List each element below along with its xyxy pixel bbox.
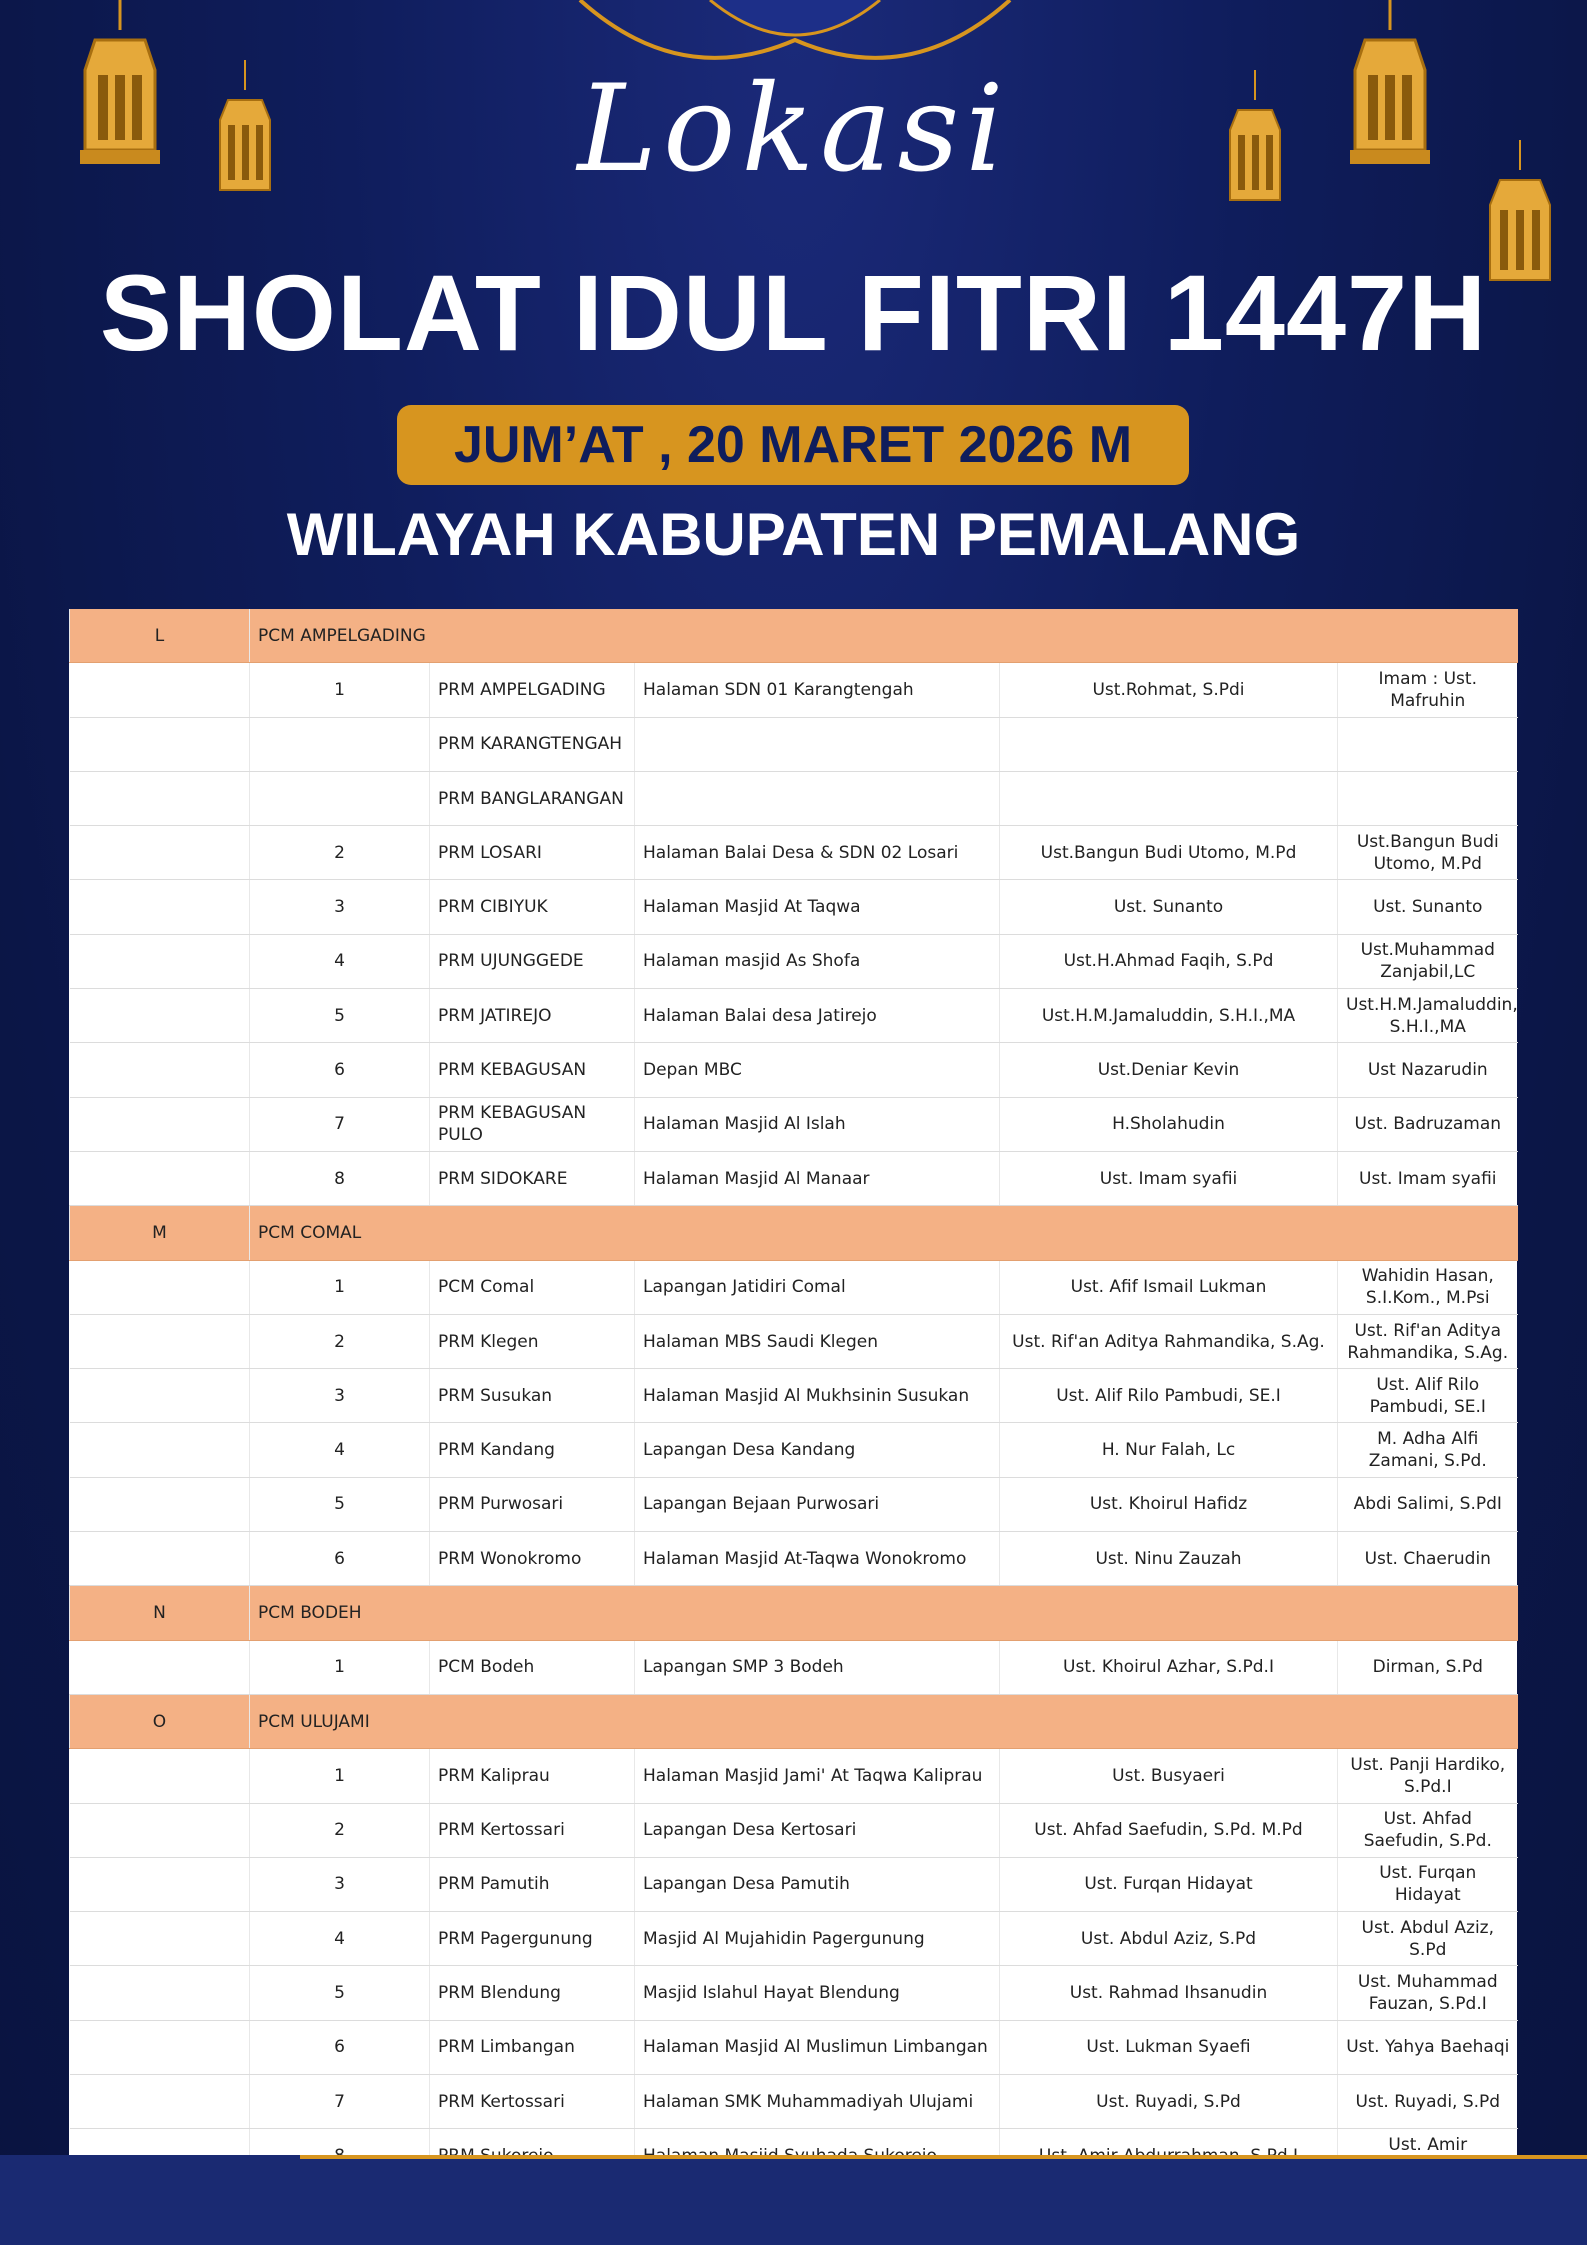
table-row: [70, 1532, 1518, 1586]
date-badge: JUM’AT , 20 MARET 2026 M: [397, 405, 1189, 485]
script-title: Lokasi: [577, 60, 1010, 199]
table-row: [70, 717, 1518, 771]
row-khatib: Ust. Khoirul Azhar, S.Pd.I: [1000, 1640, 1338, 1694]
row-prm: PRM LOSARI: [430, 826, 635, 880]
row-spacer: [70, 717, 250, 771]
row-location: Masjid Al Mujahidin Pagergunung: [635, 1912, 1000, 1966]
row-number: 7: [250, 2075, 430, 2129]
row-imam: Ust. Ruyadi, S.Pd: [1338, 2075, 1518, 2129]
group-name: PCM BODEH: [250, 1586, 1518, 1640]
table-row: [70, 1477, 1518, 1531]
locations-table: [69, 609, 1517, 2155]
row-prm: PRM KEBAGUSAN: [430, 1043, 635, 1097]
row-location: [635, 717, 1000, 771]
row-prm: PRM Wonokromo: [430, 1532, 635, 1586]
table-row: [70, 880, 1518, 934]
row-prm: PRM Susukan: [430, 1369, 635, 1423]
table-row: [70, 1640, 1518, 1694]
row-prm: PRM Kaliprau: [430, 1749, 635, 1803]
row-location: Depan MBC: [635, 1043, 1000, 1097]
row-location: Halaman SDN 01 Karangtengah: [635, 663, 1000, 717]
row-spacer: [70, 880, 250, 934]
row-prm: PRM SIDOKARE: [430, 1151, 635, 1205]
group-name: PCM AMPELGADING: [250, 609, 1518, 663]
row-location: Lapangan SMP 3 Bodeh: [635, 1640, 1000, 1694]
row-imam: Ust. Panji Hardiko, S.Pd.I: [1338, 1749, 1518, 1803]
row-imam: Ust Nazarudin: [1338, 1043, 1518, 1097]
row-spacer: [70, 1151, 250, 1205]
row-prm: PCM Comal: [430, 1260, 635, 1314]
row-khatib: Ust.Rohmat, S.Pdi: [1000, 663, 1338, 717]
footer-divider: [300, 2155, 1587, 2159]
row-location: Halaman Masjid Al Manaar: [635, 1151, 1000, 1205]
row-spacer: [70, 1640, 250, 1694]
row-imam: Ust. Yahya Baehaqi: [1338, 2020, 1518, 2074]
row-imam: Ust. Chaerudin: [1338, 1532, 1518, 1586]
table-row: [70, 934, 1518, 988]
row-location: Halaman MBS Saudi Klegen: [635, 1314, 1000, 1368]
row-imam: Ust. Muhammad Fauzan, S.Pd.I: [1338, 1966, 1518, 2020]
row-number: 1: [250, 1260, 430, 1314]
row-number: 3: [250, 1369, 430, 1423]
group-row: [70, 1586, 1518, 1640]
row-spacer: [70, 2075, 250, 2129]
row-number: 1: [250, 1640, 430, 1694]
row-number: 3: [250, 880, 430, 934]
row-prm: PRM Pamutih: [430, 1857, 635, 1911]
row-location: Halaman Balai desa Jatirejo: [635, 989, 1000, 1043]
row-spacer: [70, 1043, 250, 1097]
row-imam: M. Adha Alfi Zamani, S.Pd.: [1338, 1423, 1518, 1477]
page-title: SHOLAT IDUL FITRI 1447H: [99, 252, 1488, 373]
row-imam: Ust. Sunanto: [1338, 880, 1518, 934]
group-letter: M: [70, 1206, 250, 1260]
row-khatib: Ust. Lukman Syaefi: [1000, 2020, 1338, 2074]
row-prm: PRM CIBIYUK: [430, 880, 635, 934]
row-spacer: [70, 1477, 250, 1531]
row-khatib: Ust. Afif Ismail Lukman: [1000, 1260, 1338, 1314]
row-imam: Ust. Furqan Hidayat: [1338, 1857, 1518, 1911]
row-imam: Imam : Ust. Mafruhin: [1338, 663, 1518, 717]
row-imam: Ust.H.M.Jamaluddin, S.H.I.,MA: [1338, 989, 1518, 1043]
group-letter: N: [70, 1586, 250, 1640]
row-prm: PRM KEBAGUSAN PULO: [430, 1097, 635, 1151]
region-title: WILAYAH KABUPATEN PEMALANG: [286, 501, 1301, 568]
row-spacer: [70, 1314, 250, 1368]
row-number: 1: [250, 1749, 430, 1803]
row-number: 6: [250, 2020, 430, 2074]
row-number: 4: [250, 1423, 430, 1477]
row-number: [250, 771, 430, 825]
row-location: Halaman Masjid At Taqwa: [635, 880, 1000, 934]
row-number: 4: [250, 934, 430, 988]
row-location: Halaman masjid As Shofa: [635, 934, 1000, 988]
row-spacer: [70, 771, 250, 825]
group-row: [70, 1206, 1518, 1260]
group-letter: L: [70, 609, 250, 663]
row-prm: PRM Blendung: [430, 1966, 635, 2020]
row-location: Lapangan Bejaan Purwosari: [635, 1477, 1000, 1531]
row-prm: PRM Purwosari: [430, 1477, 635, 1531]
row-prm: PRM Kertossari: [430, 1803, 635, 1857]
group-row: [70, 1694, 1518, 1748]
row-prm: PRM Kertossari: [430, 2075, 635, 2129]
row-number: 8: [250, 1151, 430, 1205]
row-imam: Wahidin Hasan, S.I.Kom., M.Psi: [1338, 1260, 1518, 1314]
row-prm: PRM KARANGTENGAH: [430, 717, 635, 771]
table-row: [70, 1097, 1518, 1151]
group-name: PCM ULUJAMI: [250, 1694, 1518, 1748]
row-prm: PRM Limbangan: [430, 2020, 635, 2074]
row-spacer: [70, 1369, 250, 1423]
row-khatib: H.Sholahudin: [1000, 1097, 1338, 1151]
row-location: Halaman Masjid Al Muslimun Limbangan: [635, 2020, 1000, 2074]
row-number: 6: [250, 1043, 430, 1097]
row-number: 2: [250, 1803, 430, 1857]
table-row: [70, 989, 1518, 1043]
table-row: [70, 2020, 1518, 2074]
row-imam: Ust. Amir: [1338, 2129, 1518, 2183]
row-khatib: Ust. Ruyadi, S.Pd: [1000, 2075, 1338, 2129]
table-row: [70, 1423, 1518, 1477]
row-location: Halaman Masjid Al Islah: [635, 1097, 1000, 1151]
table-body: [70, 609, 1518, 2183]
row-khatib: Ust. Sunanto: [1000, 880, 1338, 934]
row-spacer: [70, 1097, 250, 1151]
footer-band: [0, 2155, 1587, 2245]
table-row: [70, 1749, 1518, 1803]
table-row: [70, 1912, 1518, 1966]
table-row: [70, 1151, 1518, 1205]
row-location: Halaman Masjid Al Mukhsinin Susukan: [635, 1369, 1000, 1423]
row-imam: Ust. Rif'an Aditya Rahmandika, S.Ag.: [1338, 1314, 1518, 1368]
row-imam: Ust.Bangun Budi Utomo, M.Pd: [1338, 826, 1518, 880]
row-khatib: Ust.H.Ahmad Faqih, S.Pd: [1000, 934, 1338, 988]
row-location: Halaman Masjid Jami' At Taqwa Kaliprau: [635, 1749, 1000, 1803]
row-khatib: H. Nur Falah, Lc: [1000, 1423, 1338, 1477]
row-prm: PCM Bodeh: [430, 1640, 635, 1694]
row-prm: PRM AMPELGADING: [430, 663, 635, 717]
row-spacer: [70, 989, 250, 1043]
table-row: [70, 1369, 1518, 1423]
row-khatib: Ust. Abdul Aziz, S.Pd: [1000, 1912, 1338, 1966]
row-number: 5: [250, 1477, 430, 1531]
row-imam: [1338, 717, 1518, 771]
row-imam: Ust. Imam syafii: [1338, 1151, 1518, 1205]
row-imam: [1338, 771, 1518, 825]
row-spacer: [70, 2020, 250, 2074]
row-location: Halaman SMK Muhammadiyah Ulujami: [635, 2075, 1000, 2129]
row-number: 2: [250, 1314, 430, 1368]
row-prm: PRM UJUNGGEDE: [430, 934, 635, 988]
row-imam: Ust. Ahfad Saefudin, S.Pd.: [1338, 1803, 1518, 1857]
row-spacer: [70, 1857, 250, 1911]
table-row: [70, 1803, 1518, 1857]
row-location: Lapangan Jatidiri Comal: [635, 1260, 1000, 1314]
row-location: [635, 771, 1000, 825]
row-location: Lapangan Desa Kandang: [635, 1423, 1000, 1477]
row-number: 3: [250, 1857, 430, 1911]
table-row: [70, 1314, 1518, 1368]
row-khatib: Ust. Furqan Hidayat: [1000, 1857, 1338, 1911]
table-row: [70, 771, 1518, 825]
row-prm: PRM BANGLARANGAN: [430, 771, 635, 825]
row-location: Lapangan Desa Pamutih: [635, 1857, 1000, 1911]
row-prm: PRM Klegen: [430, 1314, 635, 1368]
row-imam: Ust. Badruzaman: [1338, 1097, 1518, 1151]
row-spacer: [70, 1260, 250, 1314]
row-number: 4: [250, 1912, 430, 1966]
table-row: [70, 826, 1518, 880]
table-row: [70, 1043, 1518, 1097]
row-khatib: Ust. Rahmad Ihsanudin: [1000, 1966, 1338, 2020]
row-location: Lapangan Desa Kertosari: [635, 1803, 1000, 1857]
table-row: [70, 1260, 1518, 1314]
row-number: 5: [250, 989, 430, 1043]
row-imam: Dirman, S.Pd: [1338, 1640, 1518, 1694]
row-number: 7: [250, 1097, 430, 1151]
row-spacer: [70, 1912, 250, 1966]
row-spacer: [70, 826, 250, 880]
row-khatib: Ust.Deniar Kevin: [1000, 1043, 1338, 1097]
table-row: [70, 663, 1518, 717]
group-letter: O: [70, 1694, 250, 1748]
row-spacer: [70, 663, 250, 717]
row-khatib: Ust. Busyaeri: [1000, 1749, 1338, 1803]
row-spacer: [70, 1966, 250, 2020]
row-imam: Abdi Salimi, S.PdI: [1338, 1477, 1518, 1531]
row-number: 5: [250, 1966, 430, 2020]
row-spacer: [70, 1749, 250, 1803]
row-khatib: Ust. Khoirul Hafidz: [1000, 1477, 1338, 1531]
row-prm: PRM Pagergunung: [430, 1912, 635, 1966]
row-imam: Ust. Alif Rilo Pambudi, SE.I: [1338, 1369, 1518, 1423]
row-khatib: Ust. Ninu Zauzah: [1000, 1532, 1338, 1586]
group-row: [70, 609, 1518, 663]
row-spacer: [70, 1423, 250, 1477]
row-prm: PRM JATIREJO: [430, 989, 635, 1043]
row-khatib: Ust. Imam syafii: [1000, 1151, 1338, 1205]
row-khatib: Ust. Alif Rilo Pambudi, SE.I: [1000, 1369, 1338, 1423]
row-khatib: [1000, 771, 1338, 825]
row-imam: Ust. Abdul Aziz, S.Pd: [1338, 1912, 1518, 1966]
row-location: Halaman Masjid At-Taqwa Wonokromo: [635, 1532, 1000, 1586]
row-khatib: Ust. Ahfad Saefudin, S.Pd. M.Pd: [1000, 1803, 1338, 1857]
row-number: 2: [250, 826, 430, 880]
group-name: PCM COMAL: [250, 1206, 1518, 1260]
row-spacer: [70, 1803, 250, 1857]
table-row: [70, 1966, 1518, 2020]
row-khatib: Ust.H.M.Jamaluddin, S.H.I.,MA: [1000, 989, 1338, 1043]
row-khatib: Ust.Bangun Budi Utomo, M.Pd: [1000, 826, 1338, 880]
row-number: 1: [250, 663, 430, 717]
row-khatib: [1000, 717, 1338, 771]
row-spacer: [70, 1532, 250, 1586]
row-location: Masjid Islahul Hayat Blendung: [635, 1966, 1000, 2020]
table-row: [70, 2075, 1518, 2129]
row-prm: PRM Kandang: [430, 1423, 635, 1477]
row-khatib: Ust. Rif'an Aditya Rahmandika, S.Ag.: [1000, 1314, 1338, 1368]
row-number: [250, 717, 430, 771]
table-row: [70, 1857, 1518, 1911]
row-spacer: [70, 934, 250, 988]
row-location: Halaman Balai Desa & SDN 02 Losari: [635, 826, 1000, 880]
row-number: 6: [250, 1532, 430, 1586]
row-imam: Ust.Muhammad Zanjabil,LC: [1338, 934, 1518, 988]
